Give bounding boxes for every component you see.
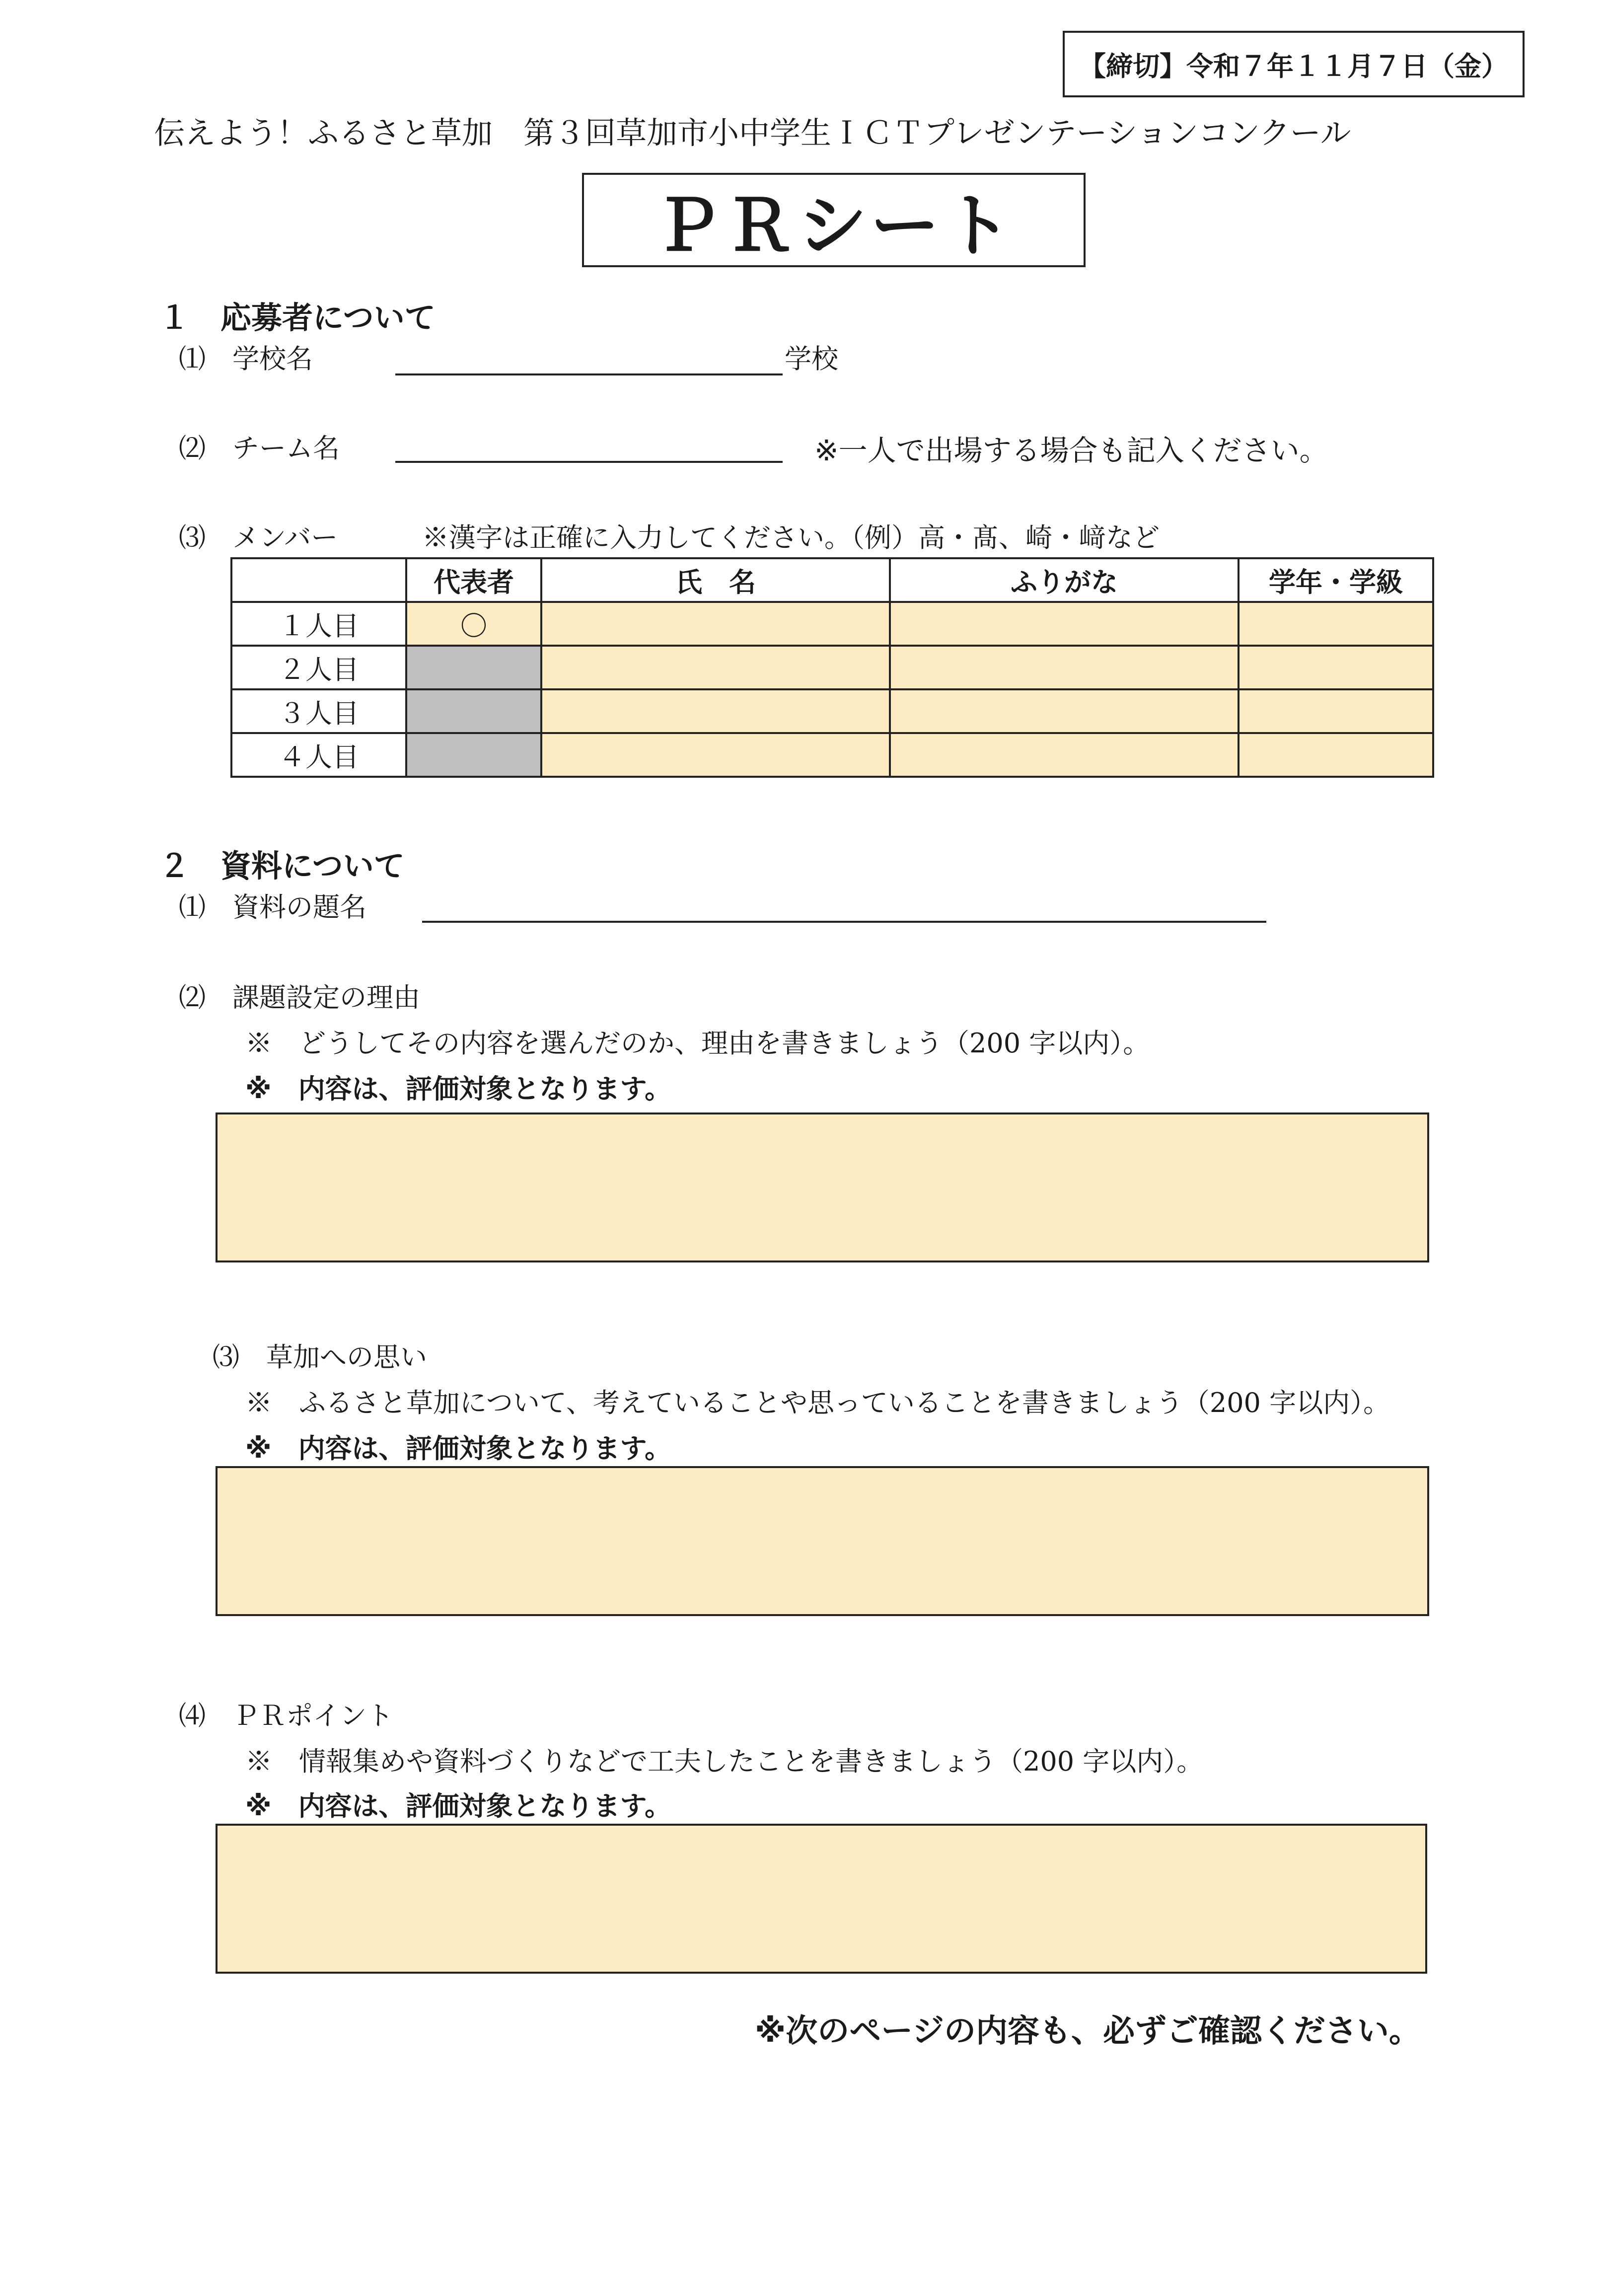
school-input[interactable]	[395, 373, 783, 375]
representative-cell-disabled	[406, 689, 541, 733]
thoughts-textbox[interactable]	[216, 1466, 1429, 1616]
grade-class-cell[interactable]	[1239, 602, 1433, 646]
pr-point-label: ⑷ ＰＲポイント	[179, 1700, 393, 1731]
table-header-row	[231, 558, 1433, 602]
school-suffix: 学校	[785, 343, 838, 374]
table-row	[231, 602, 1433, 646]
members-table	[230, 557, 1434, 778]
grade-class-cell[interactable]	[1239, 733, 1433, 777]
material-title-label: ⑴ 資料の題名	[179, 891, 366, 923]
members-label: ⑶ メンバー	[179, 522, 338, 553]
grade-class-cell[interactable]	[1239, 689, 1433, 733]
deadline-box: 【締切】令和７年１１月７日（金）	[1063, 31, 1525, 97]
header-cell: 氏 名	[541, 558, 890, 602]
reason-note: ※ どうしてその内容を選んだのか、理由を書きましょう（200 字以内）。	[245, 1028, 1150, 1059]
closing-note: ※次のページの内容も、必ずご確認ください。	[755, 2013, 1421, 2050]
row-label: １人目	[231, 602, 406, 646]
row-label: ４人目	[231, 733, 406, 777]
furigana-cell[interactable]	[890, 602, 1239, 646]
contest-title: 伝えよう！ふるさと草加 第３回草加市小中学生ＩＣＴプレゼンテーションコンクール	[154, 115, 1351, 151]
row-label: ３人目	[231, 689, 406, 733]
team-input[interactable]	[395, 461, 783, 463]
table-row	[231, 689, 1433, 733]
representative-cell-disabled	[406, 646, 541, 689]
header-cell: ふりがな	[890, 558, 1239, 602]
name-cell[interactable]	[541, 646, 890, 689]
pr-point-textbox[interactable]	[216, 1824, 1427, 1974]
table-row	[231, 646, 1433, 689]
table-row	[231, 733, 1433, 777]
section2-heading: ２ 資料について	[159, 848, 405, 884]
name-cell[interactable]	[541, 689, 890, 733]
team-label: ⑵ チーム名	[179, 433, 340, 464]
header-cell: 代表者	[406, 558, 541, 602]
row-label: ２人目	[231, 646, 406, 689]
reason-note-bold: ※ 内容は、評価対象となります。	[245, 1073, 672, 1105]
school-label: ⑴ 学校名	[179, 343, 313, 374]
header-cell	[231, 558, 406, 602]
furigana-cell[interactable]	[890, 689, 1239, 733]
furigana-cell[interactable]	[890, 646, 1239, 689]
pr-point-note-bold: ※ 内容は、評価対象となります。	[245, 1790, 672, 1822]
team-note: ※一人で出場する場合も記入ください。	[814, 434, 1328, 467]
thoughts-note: ※ ふるさと草加について、考えていることや思っていることを書きましょう（200 字以内）。	[245, 1387, 1390, 1418]
members-note: ※漢字は正確に入力してください。（例）高・髙、崎・﨑など	[422, 522, 1160, 553]
pr-point-note: ※ 情報集めや資料づくりなどで工夫したことを書きましょう（200 字以内）。	[245, 1746, 1204, 1777]
sheet-title: ＰＲシート	[582, 173, 1086, 267]
representative-cell-disabled	[406, 733, 541, 777]
furigana-cell[interactable]	[890, 733, 1239, 777]
grade-class-cell[interactable]	[1239, 646, 1433, 689]
material-title-input[interactable]	[422, 921, 1266, 923]
header-cell: 学年・学級	[1239, 558, 1433, 602]
section1-heading: １ 応募者について	[159, 299, 436, 336]
thoughts-note-bold: ※ 内容は、評価対象となります。	[245, 1433, 672, 1464]
name-cell[interactable]	[541, 602, 890, 646]
thoughts-label: ⑶ 草加への思い	[213, 1341, 427, 1373]
name-cell[interactable]	[541, 733, 890, 777]
reason-label: ⑵ 課題設定の理由	[179, 982, 420, 1013]
representative-cell[interactable]: 〇	[406, 602, 541, 646]
reason-textbox[interactable]	[216, 1112, 1429, 1262]
